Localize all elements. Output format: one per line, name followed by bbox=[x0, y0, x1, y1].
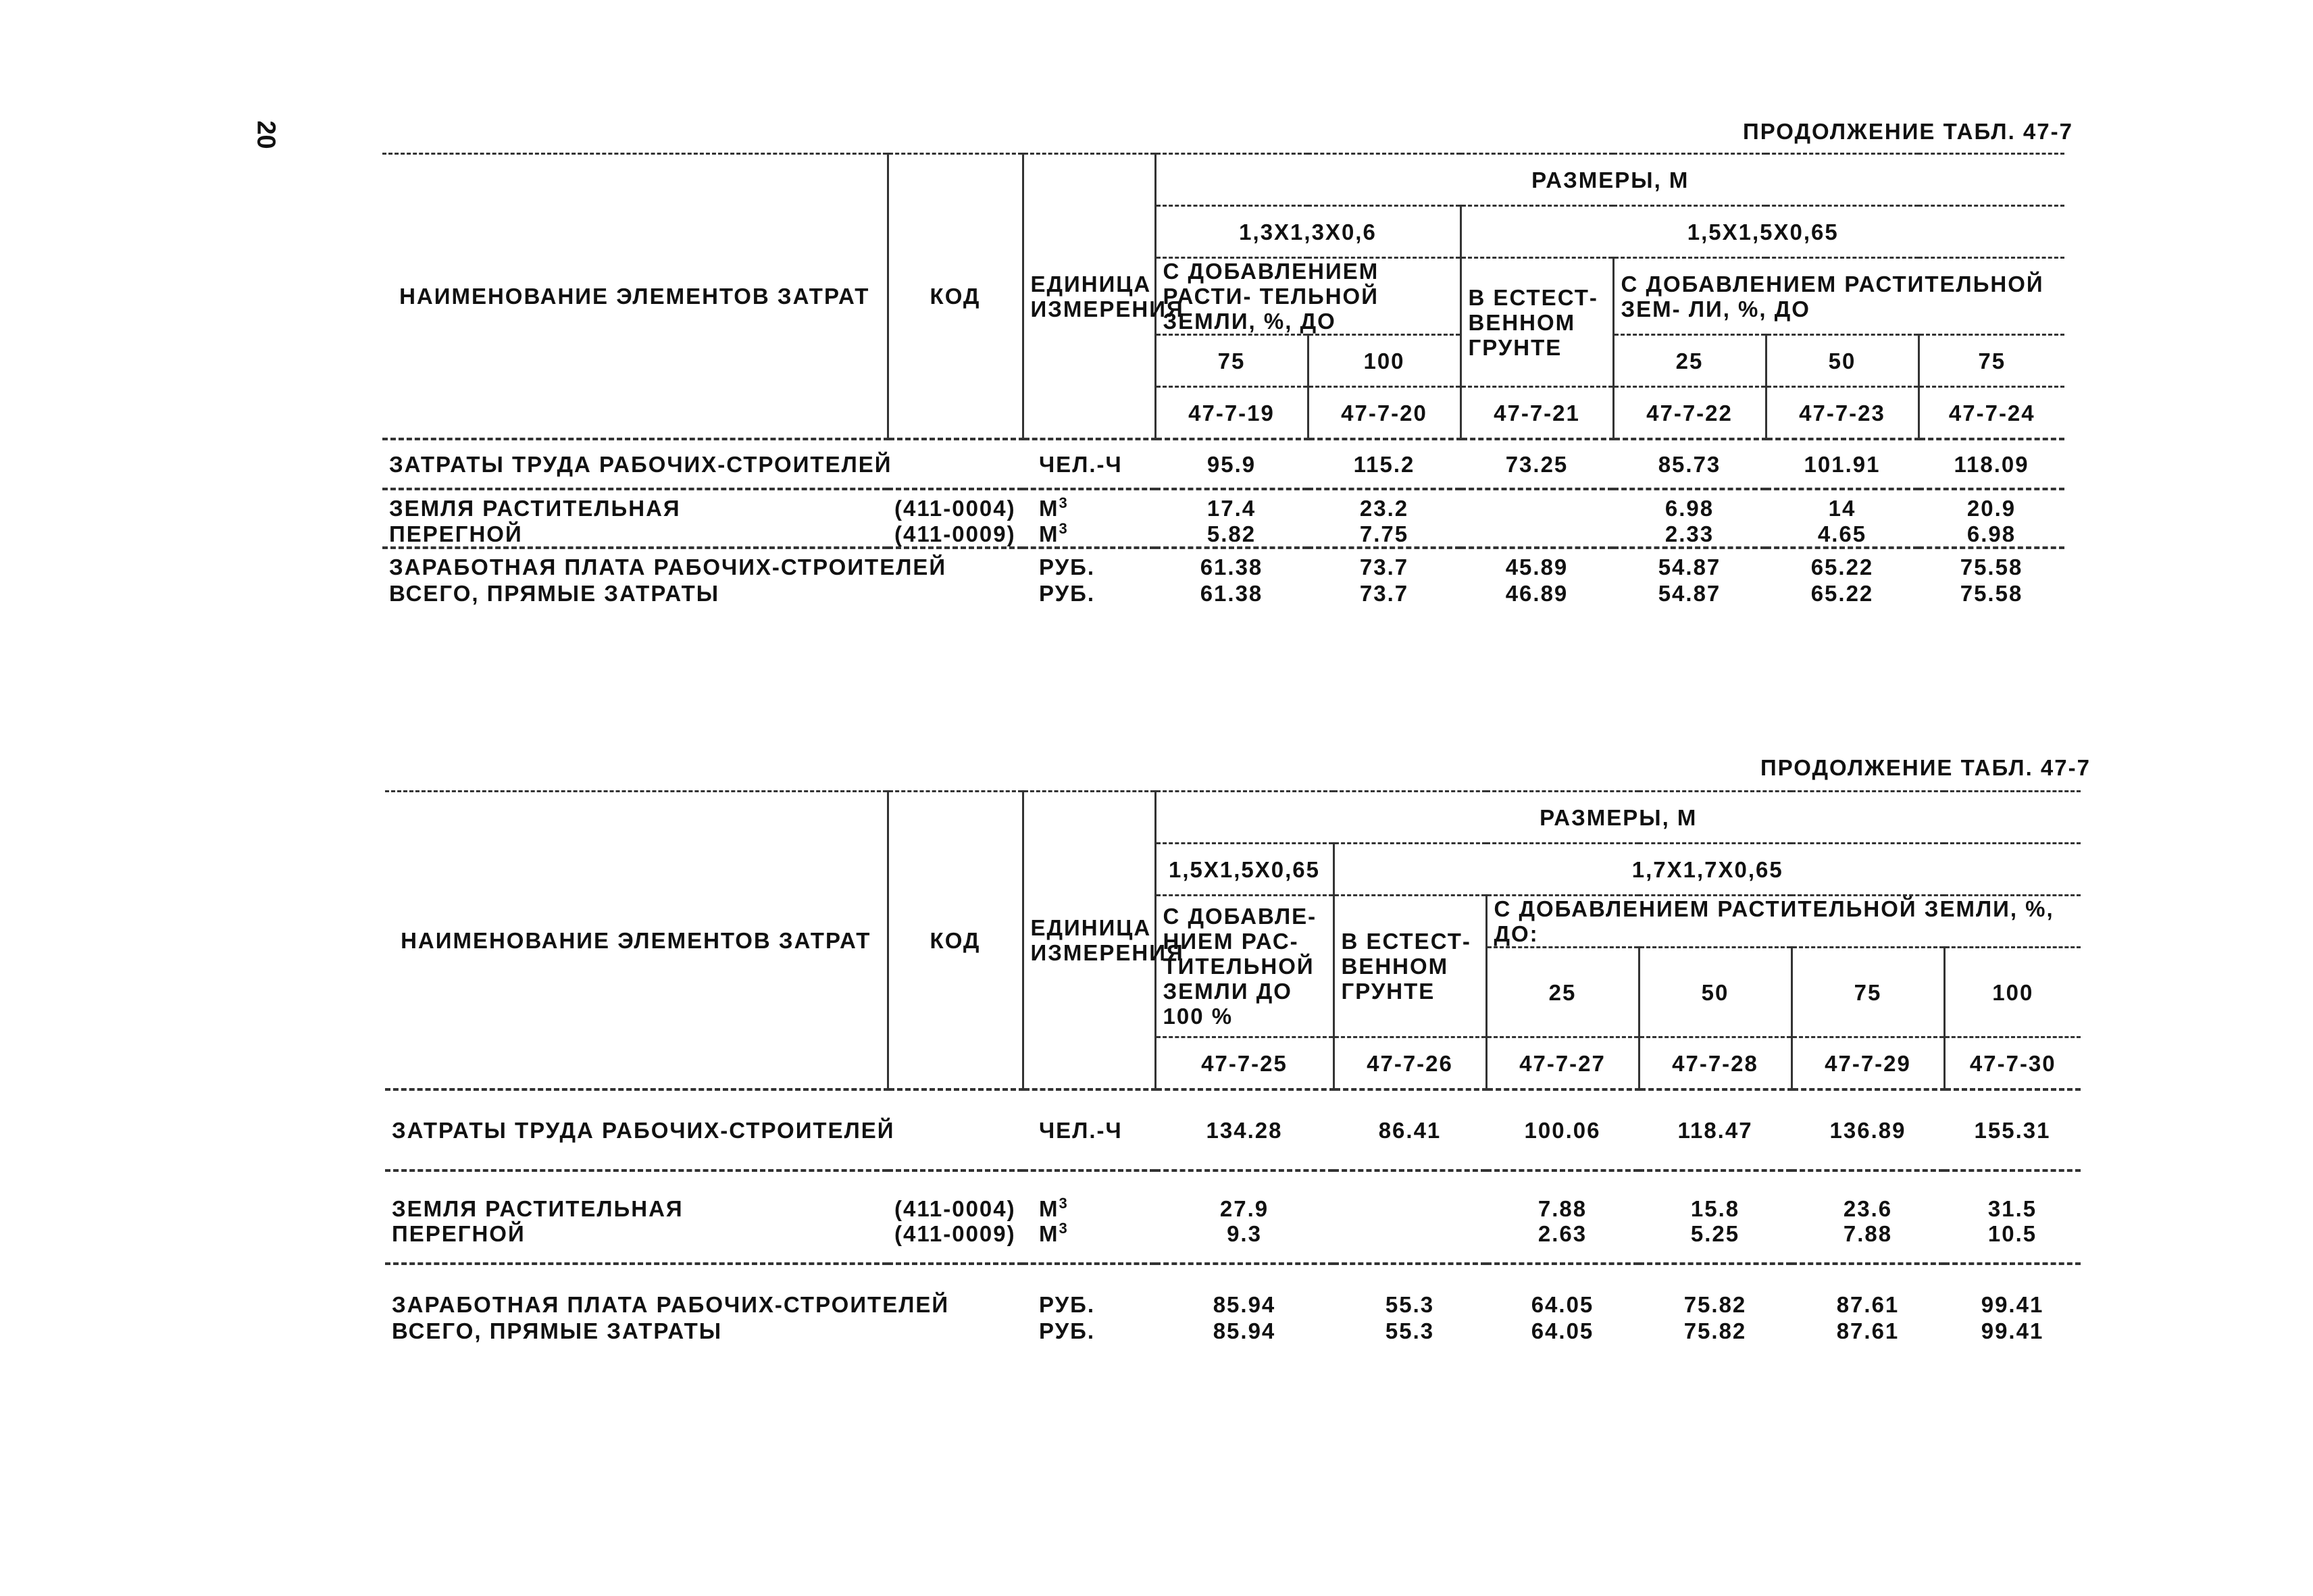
row-value: 9.3 bbox=[1227, 1221, 1262, 1246]
header-percent: 100 bbox=[1308, 335, 1460, 387]
row-value: 99.41 bbox=[1944, 1264, 2081, 1317]
header-column-code: 47-7-20 bbox=[1308, 387, 1460, 440]
row-code: (411-0004) bbox=[888, 1170, 1023, 1221]
table-row bbox=[382, 489, 2064, 521]
header-desc-b: С ДОБАВЛЕНИЕМ РАСТИТЕЛЬНОЙ ЗЕМЛИ, %, ДО: bbox=[1486, 896, 2081, 948]
row-unit: РУБ. bbox=[1023, 1264, 1155, 1317]
row-value: 136.89 bbox=[1791, 1089, 1944, 1170]
row-name: ЗАРАБОТНАЯ ПЛАТА РАБОЧИХ-СТРОИТЕЛЕЙ bbox=[382, 548, 888, 580]
header-unit: ЕДИНИЦА ИЗМЕРЕНИЯ bbox=[1023, 792, 1155, 1090]
row-value: 73.7 bbox=[1359, 580, 1409, 606]
row-value: 46.89 bbox=[1505, 580, 1569, 606]
header-unit: ЕДИНИЦА ИЗМЕРЕНИЯ bbox=[1023, 154, 1155, 440]
row-value: 115.2 bbox=[1308, 439, 1460, 489]
row-unit: ЧЕЛ.-Ч bbox=[1023, 439, 1155, 489]
row-name: ЗАТРАТЫ ТРУДА РАБОЧИХ-СТРОИТЕЛЕЙ bbox=[385, 1089, 888, 1170]
header-column-code: 47-7-28 bbox=[1639, 1037, 1791, 1090]
header-column-code: 47-7-22 bbox=[1613, 387, 1766, 440]
row-value: 31.5 bbox=[1944, 1170, 2081, 1221]
row-code bbox=[888, 1089, 1023, 1170]
row-value: 61.38 bbox=[1155, 548, 1308, 580]
row-value: 75.58 bbox=[1918, 548, 2064, 580]
row-code bbox=[888, 439, 1023, 489]
row-value: 2.63 bbox=[1537, 1221, 1587, 1246]
row-unit: ЧЕЛ.-Ч bbox=[1023, 1089, 1155, 1170]
row-value: 85.94 bbox=[1213, 1318, 1276, 1343]
row-value: 100.06 bbox=[1486, 1089, 1639, 1170]
header-desc-natural: В ЕСТЕСТ- ВЕННОМ ГРУНТЕ bbox=[1460, 258, 1613, 387]
row-value: 6.98 bbox=[1966, 521, 2016, 546]
row-value: 155.31 bbox=[1944, 1089, 2081, 1170]
row-value: 17.4 bbox=[1155, 489, 1308, 521]
header-percent: 25 bbox=[1613, 335, 1766, 387]
row-name: ВСЕГО, ПРЯМЫЕ ЗАТРАТЫ bbox=[392, 1318, 723, 1343]
row-unit: $М^3$ bbox=[1039, 1220, 1069, 1246]
row-code: (411-0004) bbox=[888, 489, 1023, 521]
row-value: 64.05 bbox=[1486, 1264, 1639, 1317]
header-size-b: 1,7Х1,7Х0,65 bbox=[1333, 844, 2081, 896]
row-value: 2.33 bbox=[1664, 521, 1714, 546]
header-desc-a: С ДОБАВЛЕ- НИЕМ РАС- ТИТЕЛЬНОЙ ЗЕМЛИ ДО 100 % bbox=[1155, 896, 1333, 1037]
row-value: 118.47 bbox=[1639, 1089, 1791, 1170]
row-value bbox=[1333, 1221, 1486, 1264]
row-value: 20.9 bbox=[1918, 489, 2064, 521]
row-value: 86.41 bbox=[1333, 1089, 1486, 1170]
row-value: 61.38 bbox=[1200, 580, 1263, 606]
row-value: 6.98 bbox=[1613, 489, 1766, 521]
row-value bbox=[1460, 521, 1613, 548]
row-value: 7.88 bbox=[1843, 1221, 1893, 1246]
row-value bbox=[1333, 1170, 1486, 1221]
row-value: 27.9 bbox=[1155, 1170, 1333, 1221]
header-percent: 25 bbox=[1486, 948, 1639, 1037]
row-value: 65.22 bbox=[1766, 548, 1918, 580]
table-row bbox=[385, 1089, 2081, 1170]
row-name: ПЕРЕГНОЙ bbox=[389, 521, 523, 546]
header-column-code: 47-7-27 bbox=[1486, 1037, 1639, 1090]
row-value: 118.09 bbox=[1918, 439, 2064, 489]
table2 bbox=[385, 790, 2081, 1344]
header-size-a: 1,3Х1,3Х0,6 bbox=[1155, 206, 1460, 258]
row-value: 65.22 bbox=[1810, 580, 1874, 606]
row-value: 4.65 bbox=[1817, 521, 1867, 546]
row-value: 14 bbox=[1766, 489, 1918, 521]
row-value: 101.91 bbox=[1766, 439, 1918, 489]
table-row bbox=[382, 548, 2064, 580]
row-value: 75.82 bbox=[1639, 1264, 1791, 1317]
row-value: 99.41 bbox=[1981, 1318, 2044, 1343]
header-size-a: 1,5Х1,5Х0,65 bbox=[1155, 844, 1333, 896]
header-column-code: 47-7-24 bbox=[1918, 387, 2064, 440]
header-column-code: 47-7-30 bbox=[1944, 1037, 2081, 1090]
table-row bbox=[385, 1264, 2081, 1317]
header-code: КОД bbox=[888, 154, 1023, 440]
row-value: 45.89 bbox=[1460, 548, 1613, 580]
row-value: 7.88 bbox=[1486, 1170, 1639, 1221]
row-value: 85.94 bbox=[1155, 1264, 1333, 1317]
row-unit: РУБ. bbox=[1039, 1318, 1095, 1343]
table2-caption: ПРОДОЛЖЕНИЕ ТАБЛ. 47-7 bbox=[1760, 755, 2091, 780]
header-desc-b: С ДОБАВЛЕНИЕМ РАСТИТЕЛЬНОЙ ЗЕМ- ЛИ, %, ДО bbox=[1613, 258, 2064, 335]
header-column-code: 47-7-19 bbox=[1155, 387, 1308, 440]
row-value: 54.87 bbox=[1658, 580, 1721, 606]
header-code: КОД bbox=[888, 792, 1023, 1090]
row-name: ПЕРЕГНОЙ bbox=[392, 1221, 526, 1246]
row-value: 55.3 bbox=[1333, 1264, 1486, 1317]
table-row bbox=[385, 1221, 2081, 1264]
row-value: 7.75 bbox=[1359, 521, 1409, 546]
table-row bbox=[385, 1317, 2081, 1344]
row-unit: РУБ. bbox=[1039, 580, 1095, 606]
header-column-code: 47-7-23 bbox=[1766, 387, 1918, 440]
header-percent: 75 bbox=[1918, 335, 2064, 387]
table1-caption: ПРОДОЛЖЕНИЕ ТАБЛ. 47-7 bbox=[1743, 119, 2073, 144]
header-column-code: 47-7-29 bbox=[1791, 1037, 1944, 1090]
row-value: 95.9 bbox=[1155, 439, 1308, 489]
row-code: (411-0009) bbox=[894, 1221, 1016, 1246]
row-value: 73.7 bbox=[1308, 548, 1460, 580]
header-name: НАИМЕНОВАНИЕ ЭЛЕМЕНТОВ ЗАТРАТ bbox=[385, 792, 888, 1090]
row-value: 87.61 bbox=[1791, 1264, 1944, 1317]
row-value: 73.25 bbox=[1460, 439, 1613, 489]
row-value: 54.87 bbox=[1613, 548, 1766, 580]
header-sizes: РАЗМЕРЫ, М bbox=[1155, 154, 2064, 206]
row-code: (411-0009) bbox=[894, 521, 1016, 546]
row-value: 134.28 bbox=[1155, 1089, 1333, 1170]
row-value: 87.61 bbox=[1836, 1318, 1900, 1343]
header-percent: 50 bbox=[1639, 948, 1791, 1037]
row-name: ЗАРАБОТНАЯ ПЛАТА РАБОЧИХ-СТРОИТЕЛЕЙ bbox=[385, 1264, 888, 1317]
row-value: 5.25 bbox=[1690, 1221, 1740, 1246]
row-unit: $М^3$ bbox=[1023, 1170, 1155, 1221]
row-value: 64.05 bbox=[1531, 1318, 1594, 1343]
table-row bbox=[382, 521, 2064, 548]
row-value: 85.73 bbox=[1613, 439, 1766, 489]
row-name: ЗЕМЛЯ РАСТИТЕЛЬНАЯ bbox=[385, 1170, 888, 1221]
table-row bbox=[382, 580, 2064, 607]
row-value: 23.2 bbox=[1308, 489, 1460, 521]
row-name: ВСЕГО, ПРЯМЫЕ ЗАТРАТЫ bbox=[389, 580, 720, 606]
header-column-code: 47-7-26 bbox=[1333, 1037, 1486, 1090]
table1 bbox=[382, 153, 2064, 607]
header-desc-a: С ДОБАВЛЕНИЕМ РАСТИ- ТЕЛЬНОЙ ЗЕМЛИ, %, ДО bbox=[1155, 258, 1460, 335]
row-unit: $М^3$ bbox=[1023, 489, 1155, 521]
header-name: НАИМЕНОВАНИЕ ЭЛЕМЕНТОВ ЗАТРАТ bbox=[382, 154, 888, 440]
row-value: 55.3 bbox=[1385, 1318, 1435, 1343]
header-percent: 100 bbox=[1944, 948, 2081, 1037]
row-value: 5.82 bbox=[1206, 521, 1256, 546]
page-number: 20 bbox=[251, 120, 280, 149]
row-unit: РУБ. bbox=[1023, 548, 1155, 580]
row-code bbox=[888, 1317, 1023, 1344]
header-percent: 75 bbox=[1791, 948, 1944, 1037]
header-percent: 50 bbox=[1766, 335, 1918, 387]
row-value: 10.5 bbox=[1987, 1221, 2037, 1246]
header-column-code: 47-7-21 bbox=[1460, 387, 1613, 440]
header-column-code: 47-7-25 bbox=[1155, 1037, 1333, 1090]
row-value: 23.6 bbox=[1791, 1170, 1944, 1221]
row-value: 75.82 bbox=[1683, 1318, 1747, 1343]
table-row bbox=[382, 439, 2064, 489]
header-sizes: РАЗМЕРЫ, М bbox=[1155, 792, 2081, 844]
table-row bbox=[385, 1170, 2081, 1221]
row-value bbox=[1460, 489, 1613, 521]
row-name: ЗЕМЛЯ РАСТИТЕЛЬНАЯ bbox=[382, 489, 888, 521]
header-size-b: 1,5Х1,5Х0,65 bbox=[1460, 206, 2064, 258]
row-code bbox=[888, 580, 1023, 607]
row-value: 15.8 bbox=[1639, 1170, 1791, 1221]
row-name: ЗАТРАТЫ ТРУДА РАБОЧИХ-СТРОИТЕЛЕЙ bbox=[382, 439, 888, 489]
header-desc-natural: В ЕСТЕСТ- ВЕННОМ ГРУНТЕ bbox=[1333, 896, 1486, 1037]
header-percent: 75 bbox=[1155, 335, 1308, 387]
row-unit: $М^3$ bbox=[1039, 519, 1069, 546]
row-value: 75.58 bbox=[1960, 580, 2023, 606]
